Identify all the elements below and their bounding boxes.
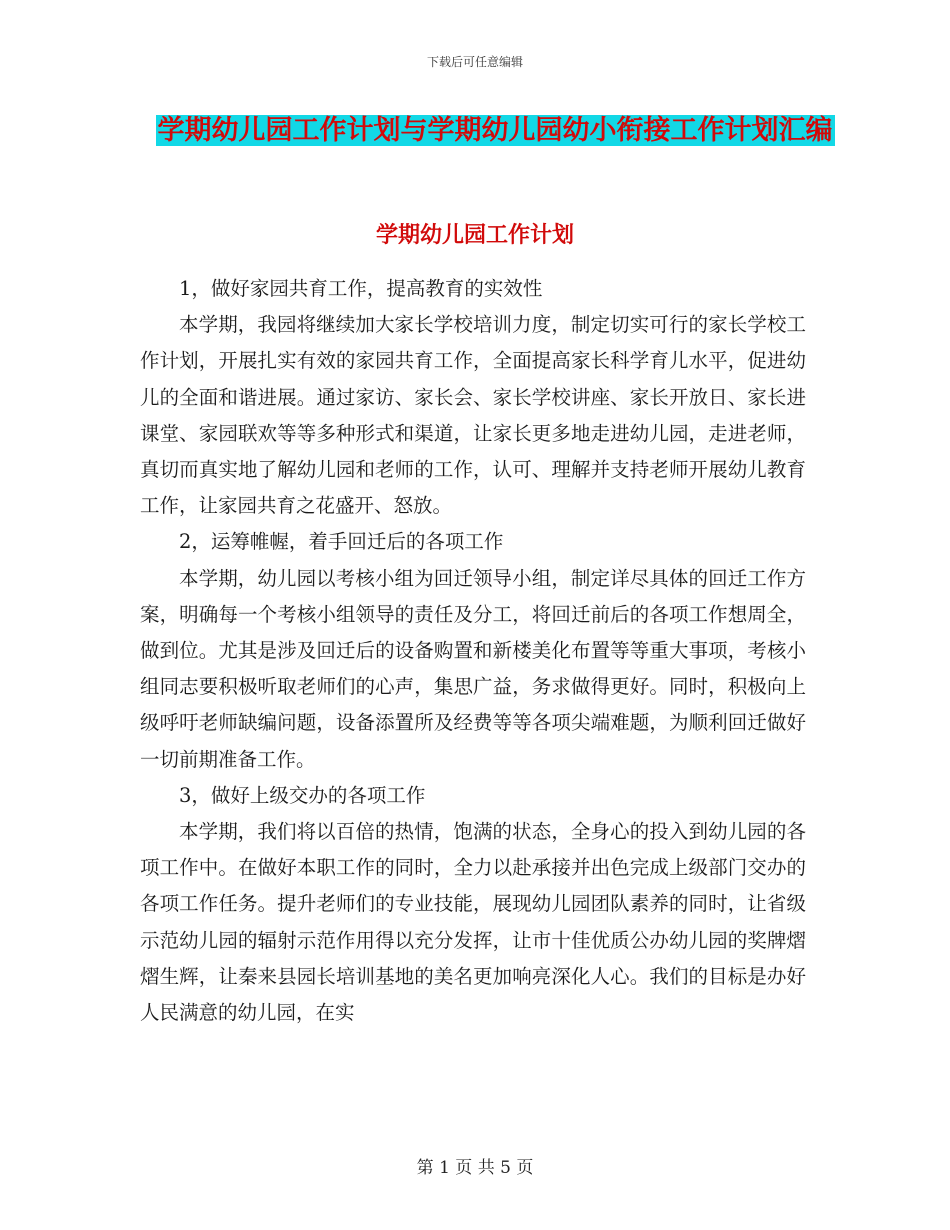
paragraph-heading-3: 3，做好上级交办的各项工作 xyxy=(179,783,426,807)
paragraph-heading-2: 2，运筹帷幄，着手回迁后的各项工作 xyxy=(179,530,504,554)
section-title: 学期幼儿园工作计划 xyxy=(375,223,574,248)
page-number: 第 1 页 共 5 页 xyxy=(416,1158,534,1178)
paragraph-heading-1: 1，做好家园共育工作，提高教育的实效性 xyxy=(179,277,543,300)
document-title-text: 学期幼儿园工作计划与学期幼儿园幼小衔接工作计划汇编 xyxy=(157,115,833,146)
document-title xyxy=(150,108,840,153)
header-note: 下载后可任意编辑 xyxy=(426,55,523,69)
paragraph: 本学期，我们将以百倍的热情，饱满的状态，全身心的投入到幼儿园的各项工作中。在做好本职工作的同时，全力以赴承接并出色完成上级部门交办的各项工作任务。提升老师们的专业技能，展现幼儿园团队素养的同时，让省级示范幼儿园的辐射示范作用得以充分发挥，让市十佳优质公办幼儿园的奖牌熠熠生辉，让秦来县园长培训基地的美名更加响亮深化人心。我们的目标是办好人民满意的幼儿园，在实 xyxy=(140,820,806,1025)
paragraph: 本学期，幼儿园以考核小组为回迁领导小组，制定详尽具体的回迁工作方案，明确每一个考核小组领导的责任及分工，将回迁前后的各项工作想周全，做到位。尤其是涉及回迁后的设备购置和新楼美化布置等等重大事项，考核小组同志要积极听取老师们的心声，集思广益，务求做得更好。同时，积极向上级呼吁老师缺编问题，设备添置所及经费等等各项尖端难题，为顺利回迁做好一切前期准备工作。 xyxy=(140,566,806,771)
document-body xyxy=(140,271,806,1031)
paragraph: 本学期，我园将继续加大家长学校培训力度，制定切实可行的家长学校工作计划，开展扎实有效的家园共育工作，全面提高家长科学育儿水平，促进幼儿的全面和谐进展。通过家访、家长会、家长学校讲座、家长开放日、家长进课堂、家园联欢等等多种形式和渠道，让家长更多地走进幼儿园，走进老师，真切而真实地了解幼儿园和老师的工作，认可、理解并支持老师开展幼儿教育工作，让家园共育之花盛开、怒放。 xyxy=(140,313,806,518)
